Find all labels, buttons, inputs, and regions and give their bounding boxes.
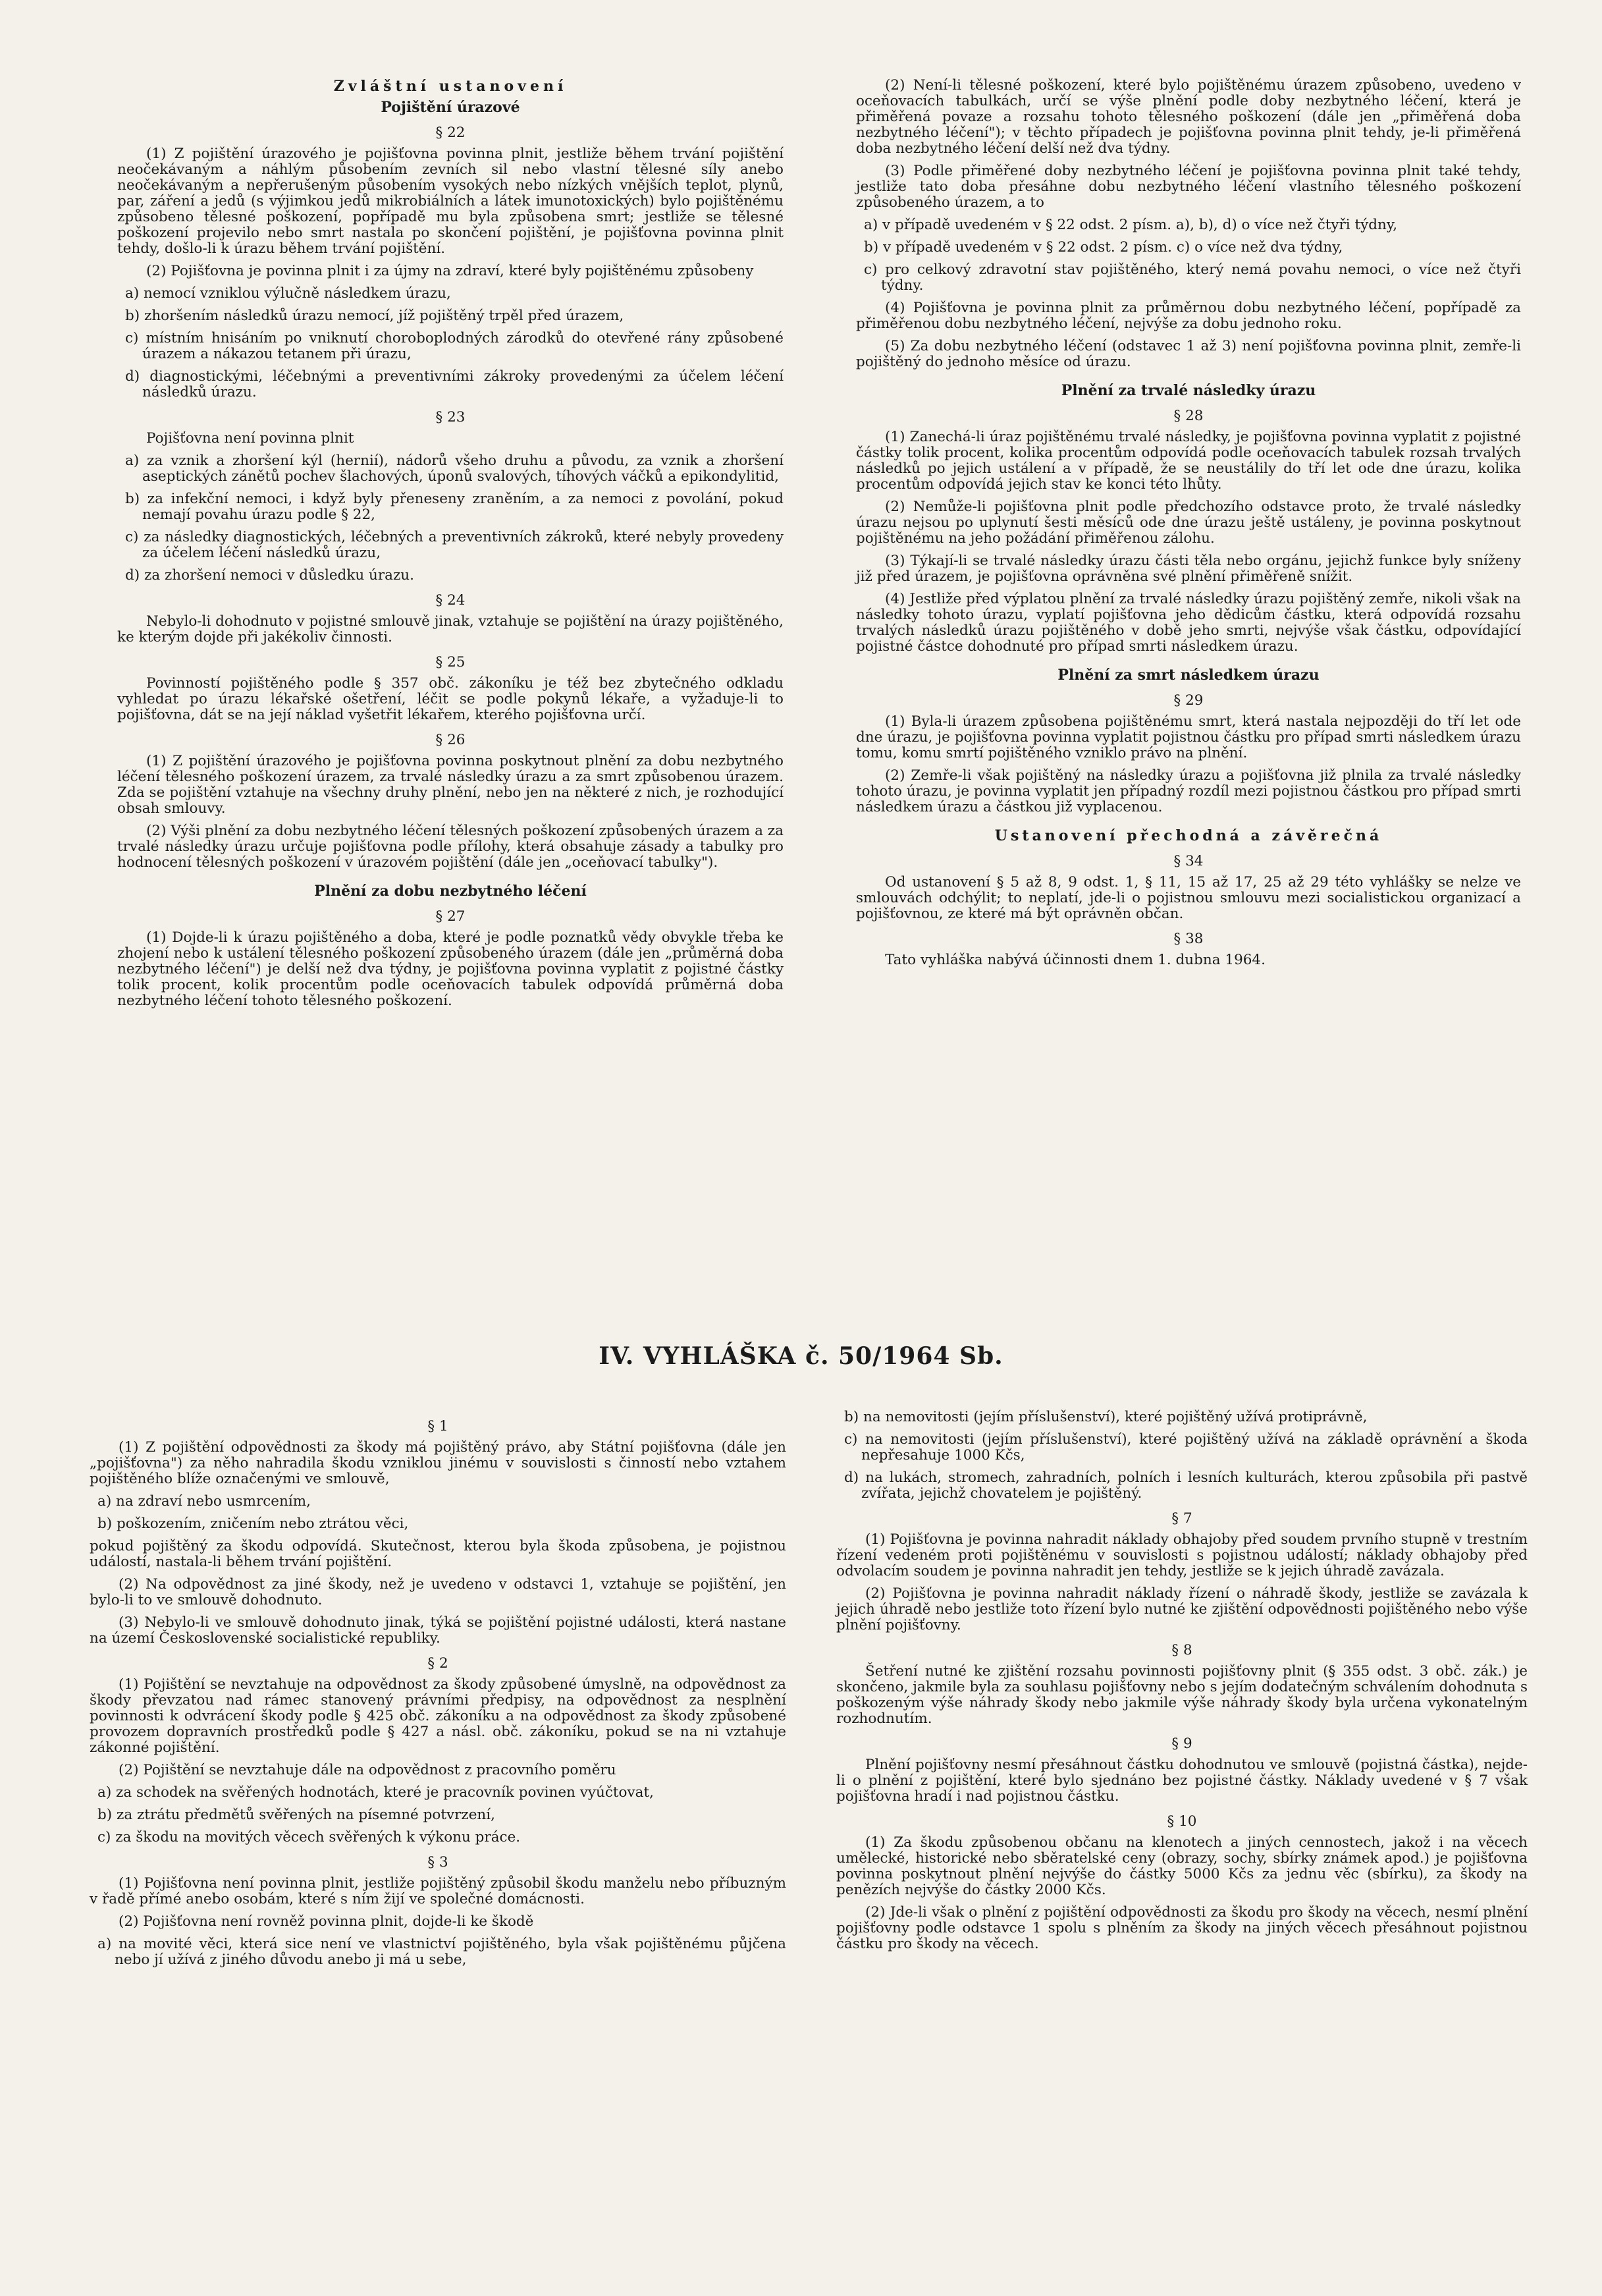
paragraph-3-1: (1) Pojišťovna není povinna plnit, jestliže pojištěný způsobil škodu manželu nebo příbuzným v řadě přímé anebo osobám, které s ním žijí ve společné domácnosti. <box>90 1875 786 1907</box>
list-item-27-b: b) v případě uvedeném v § 22 odst. 2 písm. c) o více než dva týdny, <box>864 239 1343 256</box>
paragraph-mark-26: § 26 <box>435 732 466 748</box>
subheading-death-by-injury: Plnění za smrt následkem úrazu <box>1057 667 1320 684</box>
paragraph-27-2: (2) Není-li tělesné poškození, které bylo pojištěnému úrazem způsobeno, uvedeno v oceňovacích tabulkách, určí se výše plnění podle doby nezbytného léčení, která je přiměřená povaze a rozsahu tohoto tělesného poškození (dále jen „přiměřená doba nezbytného léčení"); v těchto případech je pojišťovna povinna plnit tehdy, je-li přiměřená doba nezbytného léčení delší než dva týdny. <box>856 77 1521 157</box>
paragraph-mark-8: § 8 <box>1171 1642 1192 1658</box>
list-item-22-c: c) místním hnisáním po vniknutí choroboplodných zárodků do otevřené rány způsobené úrazem a nákazou tetanem při úrazu, <box>125 330 784 362</box>
list-item-23-a: a) za vznik a zhoršení kýl (hernií), nádorů všeho druhu a původu, za vznik a zhoršení aseptických zánětů pochev šlachových, úponů svalových, tíhových váčků a epikondylitid, <box>125 452 784 485</box>
paragraph-mark-38: § 38 <box>1173 931 1204 947</box>
paragraph-25: Povinností pojištěného podle § 357 obč. zákoníku je též bez zbytečného odkladu vyhledat po úrazu lékařské ošetření, léčit se podle pokynů lékaře, a vyžaduje-li to pojišťovna, dát se na její náklad vyšetřit lékařem, kterého pojišťovna určí. <box>117 675 784 723</box>
list-item-1-a: a) na zdraví nebo usmrcením, <box>97 1493 311 1510</box>
paragraph-mark-7: § 7 <box>1171 1510 1192 1527</box>
paragraph-27-4: (4) Pojišťovna je povinna plnit za průměrnou dobu nezbytného léčení, popřípadě za přiměřenou dobu nezbytného léčení, nejvýše za dobu jednoho roku. <box>856 300 1521 332</box>
paragraph-8: Šetření nutné ke zjištění rozsahu povinnosti pojišťovny plnit (§ 355 odst. 3 obč. zák.) je skončeno, jakmile byla za souhlasu pojišťovny nebo s jejím dodatečným schválením dohodnuta s poškozeným výše náhrady škody nebo jakmile výše náhrady škody byla určena vykonatelným rozhodnutím. <box>836 1663 1528 1727</box>
list-item-3-c: c) na nemovitosti (jejím příslušenství), které pojištěný užívá na základě oprávnění a škoda nepřesahuje 1000 Kčs, <box>844 1431 1528 1463</box>
subheading-treatment-period: Plnění za dobu nezbytného léčení <box>314 883 587 900</box>
paragraph-29-2: (2) Zemře-li však pojištěný na následky úrazu a pojišťovna již plnila za trvalé následky tohoto úrazu, je povinna vyplatit jen případný rozdíl mezi pojistnou částkou pro případ smrti následkem úrazu a částkou již vyplacenou. <box>856 767 1521 815</box>
paragraph-10-2: (2) Jde-li však o plnění z pojištění odpovědnosti za škodu pro škody na věcech, nesmí plnění pojišťovny podle odstavce 1 spolu s plněním za škody na jiných věcech přesáhnout pojistnou částku pro škody na věcech. <box>836 1904 1528 1952</box>
column-top-right <box>856 78 1521 975</box>
list-item-23-d: d) za zhoršení nemoci v důsledku úrazu. <box>125 567 414 584</box>
paragraph-27-1: (1) Dojde-li k úrazu pojištěného a doba, které je podle poznatků vědy obvykle třeba ke zhojení nebo k ustálení tělesného poškození způsobeného úrazem (dále jen „průměrná doba nezbytného léčení") je delší než dva týdny, je pojišťovna povinna vyplatit z pojistné částky tolik procent, kolik procentům podle oceňovacích tabulek odpovídá průměrná doba nezbytného léčení tohoto tělesného poškození. <box>117 929 784 1009</box>
list-item-27-c: c) pro celkový zdravotní stav pojištěného, který nemá povahu nemoci, o více než čtyři týdny. <box>864 261 1521 294</box>
paragraph-26-2: (2) Výši plnění za dobu nezbytného léčení tělesných poškození způsobených úrazem a za trvalé následky úrazu určuje pojišťovna podle přílohy, která obsahuje zásady a tabulky pro hodnocení tělesných poškození v úrazovém pojištění (dále jen „oceňovací tabulky"). <box>117 823 784 871</box>
paragraph-2-1: (1) Pojištění se nevztahuje na odpovědnost za škody způsobené úmyslně, na odpovědnost za škody převzatou nad rámec stanovený právními předpisy, na odpovědnost za nesplnění povinnosti k odvrácení škody podle § 425 obč. zákoníku a na odpovědnost za škody způsobené provozem dopravních prostředků podle § 427 a násl. obč. zákoníku, pokud se na ni vztahuje zákonné pojištění. <box>90 1676 786 1756</box>
paragraph-mark-2: § 2 <box>427 1655 448 1672</box>
paragraph-1-2: (2) Na odpovědnost za jiné škody, než je uvedeno v odstavci 1, vztahuje se pojištění, jen bylo-li to ve smlouvě dohodnuto. <box>90 1576 786 1608</box>
paragraph-mark-22: § 22 <box>435 124 466 141</box>
paragraph-mark-9: § 9 <box>1171 1736 1192 1752</box>
paragraph-mark-29: § 29 <box>1173 692 1204 709</box>
paragraph-26-1: (1) Z pojištění úrazového je pojišťovna povinna poskytnout plnění za dobu nezbytného léčení tělesného poškození úrazem, za trvalé následky úrazu a za smrt způsobenou úrazem. Zda se pojištění vztahuje na všechny druhy plnění, nebo jen na některé z nich, je rozhodující obsah smlouvy. <box>117 753 784 817</box>
column-top-left <box>117 78 784 1016</box>
paragraph-22-1: (1) Z pojištění úrazového je pojišťovna povinna plnit, jestliže během trvání pojištění neočekávaným a náhlým působením zevních sil nebo vlastní tělesné síly anebo neočekávaným a nepřerušeným působením vysokých nebo nízkých vnějších teplot, plynů, par, záření a jedů (s výjimkou jedů mikrobiálních a látek imunotoxických) bylo pojištěnému způsobeno tělesné poškození, popřípadě mu byla způsobena smrt; jestliže se tělesné poškození projevilo nebo smrt nastala po skončení pojištění, je pojišťovna povinna plnit tehdy, došlo-li k úrazu během trvání pojištění. <box>117 146 784 257</box>
paragraph-24: Nebylo-li dohodnuto v pojistné smlouvě jinak, vztahuje se pojištění na úrazy pojištěného, ke kterým dojde při jakékoliv činnosti. <box>117 613 784 645</box>
paragraph-28-1: (1) Zanechá-li úraz pojištěnému trvalé následky, je pojišťovna povinna vyplatit z pojistné částky tolik procent, kolika procentům odpovídá podle oceňovacích tabulek rozsah trvalých následků po jejich ustálení a v případě, že se neustálily do tří let ode dne úrazu, kolika procentům odpovídá jejich stav ke konci této lhůty. <box>856 429 1521 493</box>
paragraph-1-1: (1) Z pojištění odpovědnosti za škody má pojištěný právo, aby Státní pojišťovna (dále jen „pojišťovna") za něho nahradila škodu vzniklou jinému v souvislosti s činností nebo vztahem pojištěného blíže označenými ve smlouvě, <box>90 1439 786 1487</box>
list-item-1-b: b) poškozením, zničením nebo ztrátou věci, <box>97 1516 409 1532</box>
paragraph-23: Pojišťovna není povinna plnit <box>146 430 354 447</box>
decree-title: IV. VYHLÁŠKA č. 50/1964 Sb. <box>599 1342 1003 1370</box>
paragraph-28-3: (3) Týkají-li se trvalé následky úrazu části těla nebo orgánu, jejichž funkce byly sníženy již před úrazem, je pojišťovna oprávněna své plnění přiměřeně snížit. <box>856 553 1521 585</box>
paragraph-2-2: (2) Pojištění se nevztahuje dále na odpovědnost z pracovního poměru <box>119 1762 616 1778</box>
column-bottom-right <box>836 1409 1528 1959</box>
paragraph-27-5: (5) Za dobu nezbytného léčení (odstavec 1 až 3) není pojišťovna povinna plnit, zemře-li pojištěný do jednoho měsíce od úrazu. <box>856 338 1521 370</box>
list-item-2-a: a) za schodek na svěřených hodnotách, které je pracovník povinen vyúčtovat, <box>97 1784 654 1801</box>
list-item-3-b: b) na nemovitosti (jejím příslušenství), které pojištěný užívá protiprávně, <box>844 1409 1368 1425</box>
section-heading-transitional: Ustanovení přechodná a závěrečná <box>994 827 1383 844</box>
paragraph-mark-28: § 28 <box>1173 408 1204 424</box>
list-item-3-d: d) na lukách, stromech, zahradních, polních i lesních kulturách, kterou způsobila při pastvě zvířata, jejichž chovatelem je pojištěný. <box>844 1469 1528 1502</box>
paragraph-mark-1: § 1 <box>427 1418 448 1435</box>
paragraph-3-2: (2) Pojišťovna není rovněž povinna plnit, dojde-li ke škodě <box>119 1913 534 1930</box>
paragraph-mark-34: § 34 <box>1173 853 1204 869</box>
paragraph-mark-3: § 3 <box>427 1854 448 1871</box>
paragraph-1-3: (3) Nebylo-li ve smlouvě dohodnuto jinak, týká se pojištění pojistné události, která nastane na území Československé socialistické republiky. <box>90 1614 786 1647</box>
subheading-permanent-consequences: Plnění za trvalé následky úrazu <box>1061 382 1316 399</box>
list-item-2-c: c) za škodu na movitých věcech svěřených k výkonu práce. <box>97 1829 521 1845</box>
paragraph-22-2: (2) Pojišťovna je povinna plnit i za újmy na zdraví, které byly pojištěnému způsobeny <box>146 263 754 279</box>
paragraph-7-2: (2) Pojišťovna je povinna nahradit náklady řízení o náhradě škody, jestliže se zavázala k jejich úhradě nebo jestliže toto řízení bylo nutné ke zjištění odpovědnosti pojištěného nebo výše plnění pojišťovny. <box>836 1585 1528 1633</box>
paragraph-mark-23: § 23 <box>435 409 466 425</box>
list-item-3-a: a) na movité věci, která sice není ve vlastnictví pojištěného, byla však pojištěnému půjčena nebo jí užívá z jiného důvodu anebo ji má u sebe, <box>97 1936 786 1968</box>
subheading-injury-insurance: Pojištění úrazové <box>381 99 520 116</box>
list-item-27-a: a) v případě uvedeném v § 22 odst. 2 písm. a), b), d) o více než čtyři týdny, <box>864 217 1398 233</box>
paragraph-mark-25: § 25 <box>435 654 466 670</box>
list-item-22-b: b) zhoršením následků úrazu nemocí, jíž pojištěný trpěl před úrazem, <box>125 308 624 324</box>
paragraph-38: Tato vyhláška nabývá účinnosti dnem 1. dubna 1964. <box>885 952 1266 968</box>
paragraph-27-3: (3) Podle přiměřené doby nezbytného léčení je pojišťovna povinna plnit také tehdy, jestliže tato doba přesáhne dobu nezbytného léčení vlastního tělesného poškození způsobeného úrazem, a to <box>856 163 1521 211</box>
list-item-2-b: b) za ztrátu předmětů svěřených na písemné potvrzení, <box>97 1807 495 1823</box>
list-item-23-c: c) za následky diagnostických, léčebných a preventivních zákroků, které nebyly provedeny za účelem léčení následků úrazu, <box>125 529 784 561</box>
list-item-22-a: a) nemocí vzniklou výlučně následkem úrazu, <box>125 285 451 302</box>
paragraph-9: Plnění pojišťovny nesmí přesáhnout částku dohodnutou ve smlouvě (pojistná částka), nejde-li o plnění z pojištění, které bylo sjednáno bez pojistné částky. Náklady uvedené v § 7 však pojišťovna hradí i nad pojistnou částku. <box>836 1757 1528 1805</box>
paragraph-mark-27: § 27 <box>435 908 466 925</box>
paragraph-10-1: (1) Za škodu způsobenou občanu na klenotech a jiných cennostech, jakož i na věcech umělecké, historické nebo sběratelské ceny (obrazy, sochy, sbírky známek apod.) je pojišťovna povinna poskytnout plnění nejvýše do částky 5000 Kčs za jednu věc (sbírku), za škody na penězích nejvýše do částky 2000 Kčs. <box>836 1834 1528 1898</box>
paragraph-mark-10: § 10 <box>1167 1813 1197 1830</box>
paragraph-28-4: (4) Jestliže před výplatou plnění za trvalé následky úrazu pojištěný zemře, nikoli však na následky tohoto úrazu, vyplatí pojišťovna jeho dědicům částku, která odpovídá rozsahu trvalých následků úrazu pojištěného v době jeho smrti, nejvýše však částku, odpovídající pojistné částce dohodnuté pro případ smrti následkem úrazu. <box>856 591 1521 655</box>
list-item-22-d: d) diagnostickými, léčebnými a preventivními zákroky provedenými za účelem léčení následků úrazu. <box>125 368 784 400</box>
paragraph-34: Od ustanovení § 5 až 8, 9 odst. 1, § 11, 15 až 17, 25 až 29 této vyhlášky se nelze ve smlouvách odchýlit; to neplatí, jde-li o pojistnou smlouvu mezi socialistickou organizací a pojišťovnou, ze které má být oprávněn občan. <box>856 874 1521 922</box>
paragraph-mark-24: § 24 <box>435 592 466 609</box>
paragraph-29-1: (1) Byla-li úrazem způsobena pojištěnému smrt, která nastala nejpozději do tří let ode dne úrazu, je pojišťovna povinna vyplatit pojistnou částku pro případ smrti následkem úrazu tomu, komu smrtí pojištěného vzniklo právo na plnění. <box>856 713 1521 761</box>
paragraph-1-tail: pokud pojištěný za škodu odpovídá. Skutečnost, kterou byla škoda způsobena, je pojistnou událostí, nastala-li během trvání pojištění. <box>90 1538 786 1570</box>
paragraph-28-2: (2) Nemůže-li pojišťovna plnit podle předchozího odstavce proto, že trvalé následky úrazu nejsou po uplynutí šesti měsíců ode dne úrazu ještě ustáleny, je povinna poskytnout pojištěnému na jeho požádání přiměřenou zálohu. <box>856 499 1521 547</box>
list-item-23-b: b) za infekční nemoci, i když byly přeneseny zraněním, a za nemoci z povolání, pokud nemají povahu úrazu podle § 22, <box>125 491 784 523</box>
section-heading-special-provisions: Zvláštní ustanovení <box>333 78 568 95</box>
column-bottom-left <box>90 1409 786 1975</box>
paragraph-7-1: (1) Pojišťovna je povinna nahradit náklady obhajoby před soudem prvního stupně v trestním řízení vedeném proti pojištěnému v souvislosti s pojistnou událostí; náklady obhajoby před odvolacím soudem je povinna nahradit jen tehdy, jestliže se k jejich úhradě zavázala. <box>836 1531 1528 1579</box>
